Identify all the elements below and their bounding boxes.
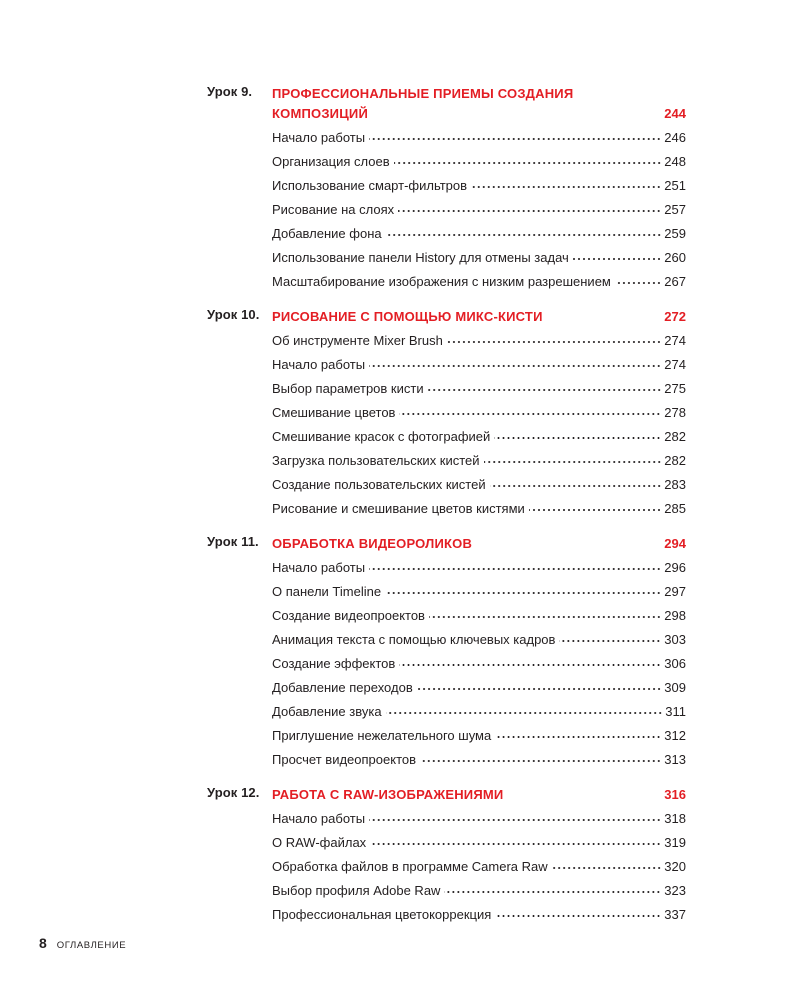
toc-entry[interactable] (272, 830, 686, 854)
toc-entry[interactable] (272, 747, 686, 771)
toc-entry[interactable] (272, 221, 686, 245)
entry-title: Масштабирование изображения с низким разрешением (272, 273, 611, 289)
entry-title: Начало работы (272, 356, 366, 372)
entry-page-number: 323 (664, 882, 686, 898)
dot-leader (370, 839, 661, 849)
entry-page-number: 297 (664, 583, 686, 599)
lesson-title[interactable]: ОБРАБОТКА ВИДЕОРОЛИКОВ (272, 536, 473, 551)
entry-title: Организация слоев (272, 153, 390, 169)
entry-title: Использование смарт-фильтров (272, 177, 468, 193)
dot-leader (369, 815, 661, 825)
toc-entry[interactable] (272, 878, 686, 902)
toc-entry[interactable] (272, 496, 686, 520)
entry-page-number: 309 (664, 679, 686, 695)
toc-entry[interactable] (272, 448, 686, 472)
entry-page-number: 260 (664, 249, 686, 265)
entry-page-number: 313 (664, 751, 686, 767)
entry-page-number: 319 (664, 834, 686, 850)
entry-page-number: 257 (664, 201, 686, 217)
entry-title: Рисование и смешивание цветов кистями (272, 500, 525, 516)
toc-entry[interactable] (272, 627, 686, 651)
toc-entry[interactable] (272, 675, 686, 699)
entry-title: Начало работы (272, 810, 366, 826)
lesson-block (0, 782, 792, 926)
toc-entry[interactable] (272, 651, 686, 675)
entry-title: Приглушение нежелательного шума (272, 727, 492, 743)
entry-page-number: 337 (664, 906, 686, 922)
dot-leader (394, 158, 662, 168)
entry-title: Начало работы (272, 559, 366, 575)
entry-page-number: 285 (664, 500, 686, 516)
dot-leader (444, 887, 661, 897)
entry-page-number: 246 (664, 129, 686, 145)
lesson-number: Урок 9. (207, 84, 253, 99)
lesson-title[interactable]: ПРОФЕССИОНАЛЬНЫЕ ПРИЕМЫ СОЗДАНИЯ КОМПОЗИЦИЙ (272, 86, 574, 121)
entry-page-number: 251 (664, 177, 686, 193)
dot-leader (484, 457, 662, 467)
lesson-block (0, 81, 792, 293)
dot-leader (495, 732, 661, 742)
dot-leader (386, 708, 663, 718)
toc-entry[interactable] (272, 173, 686, 197)
toc-entry[interactable] (272, 555, 686, 579)
toc-entry[interactable] (272, 806, 686, 830)
entry-page-number: 312 (664, 727, 686, 743)
dot-leader (615, 278, 661, 288)
lesson-number: Урок 10. (207, 307, 260, 322)
entry-title: Загрузка пользовательских кистей (272, 452, 480, 468)
toc-entry[interactable] (272, 603, 686, 627)
lesson-title[interactable]: РИСОВАНИЕ С ПОМОЩЬЮ МИКС-КИСТИ (272, 309, 543, 324)
entry-page-number: 296 (664, 559, 686, 575)
entry-title: Анимация текста с помощью ключевых кадров (272, 631, 556, 647)
toc-entry[interactable] (272, 269, 686, 293)
dot-leader (420, 756, 661, 766)
dot-leader (529, 505, 662, 515)
toc-entry[interactable] (272, 400, 686, 424)
page-footer (39, 935, 126, 951)
dot-leader (385, 588, 661, 598)
toc-entry[interactable] (272, 902, 686, 926)
dot-leader (494, 433, 661, 443)
dot-leader (369, 361, 661, 371)
toc-entry[interactable] (272, 197, 686, 221)
entry-title: Рисование на слоях (272, 201, 395, 217)
running-section-title: ОГЛАВЛЕНИЕ (56, 940, 127, 951)
lesson-page-number[interactable]: 316 (664, 787, 686, 802)
dot-leader (552, 863, 662, 873)
lesson-header (0, 531, 792, 555)
entry-title: Начало работы (272, 129, 366, 145)
entry-page-number: 320 (664, 858, 686, 874)
entry-title: О RAW-файлах (272, 834, 367, 850)
toc-entry[interactable] (272, 424, 686, 448)
dot-leader (490, 481, 662, 491)
table-of-contents (0, 81, 792, 937)
lesson-block (0, 304, 792, 520)
toc-entry[interactable] (272, 125, 686, 149)
entry-title: О панели Timeline (272, 583, 382, 599)
lesson-header (0, 782, 792, 806)
entry-page-number: 267 (664, 273, 686, 289)
entry-title: Просчет видеопроектов (272, 751, 417, 767)
toc-entry[interactable] (272, 854, 686, 878)
entry-title: Использование панели History для отмены задач (272, 249, 569, 265)
toc-entry[interactable] (272, 579, 686, 603)
lesson-page-number[interactable]: 244 (664, 106, 686, 121)
entry-page-number: 278 (664, 404, 686, 420)
dot-leader (573, 254, 662, 264)
lesson-page-number[interactable]: 294 (664, 536, 686, 551)
dot-leader (398, 206, 661, 216)
entry-page-number: 282 (664, 428, 686, 444)
entry-title: Создание видеопроектов (272, 607, 425, 623)
entry-title: Выбор профиля Adobe Raw (272, 882, 441, 898)
lesson-header (0, 304, 792, 328)
dot-leader (399, 660, 661, 670)
entry-title: Об инструменте Mixer Brush (272, 332, 443, 348)
lesson-header (0, 81, 792, 125)
entry-page-number: 248 (664, 153, 686, 169)
entry-title: Профессиональная цветокоррекция (272, 906, 492, 922)
toc-entry[interactable] (272, 245, 686, 269)
dot-leader (559, 636, 661, 646)
lesson-number: Урок 12. (207, 785, 260, 800)
dot-leader (428, 385, 662, 395)
dot-leader (447, 337, 661, 347)
toc-entry[interactable] (272, 472, 686, 496)
dot-leader (417, 684, 662, 694)
entry-page-number: 298 (664, 607, 686, 623)
toc-entry[interactable] (272, 699, 686, 723)
lesson-title[interactable]: РАБОТА С RAW-ИЗОБРАЖЕНИЯМИ (272, 787, 504, 802)
entry-title: Создание эффектов (272, 655, 396, 671)
dot-leader (369, 134, 661, 144)
entry-page-number: 303 (664, 631, 686, 647)
dot-leader (495, 911, 661, 921)
entry-title: Добавление фона (272, 225, 382, 241)
page-number: 8 (39, 935, 47, 951)
entry-title: Выбор параметров кисти (272, 380, 424, 396)
toc-entry[interactable] (272, 723, 686, 747)
toc-entry[interactable] (272, 376, 686, 400)
entry-page-number: 283 (664, 476, 686, 492)
toc-entry[interactable] (272, 352, 686, 376)
entry-page-number: 274 (664, 332, 686, 348)
dot-leader (369, 564, 661, 574)
entry-title: Создание пользовательских кистей (272, 476, 486, 492)
entry-page-number: 318 (664, 810, 686, 826)
dot-leader (399, 409, 661, 419)
toc-entry[interactable] (272, 328, 686, 352)
entry-page-number: 311 (665, 703, 686, 719)
entry-title: Добавление переходов (272, 679, 413, 695)
entry-title: Обработка файлов в программе Camera Raw (272, 858, 548, 874)
lesson-number: Урок 11. (207, 534, 259, 549)
entry-page-number: 306 (664, 655, 686, 671)
entry-title: Смешивание цветов (272, 404, 396, 420)
dot-leader (386, 230, 662, 240)
dot-leader (471, 182, 661, 192)
lesson-page-number[interactable]: 272 (664, 309, 686, 324)
entry-page-number: 259 (664, 225, 686, 241)
entry-page-number: 282 (664, 452, 686, 468)
entry-page-number: 274 (664, 356, 686, 372)
entry-title: Смешивание красок с фотографией (272, 428, 491, 444)
lesson-block (0, 531, 792, 771)
toc-entry[interactable] (272, 149, 686, 173)
entry-page-number: 275 (664, 380, 686, 396)
dot-leader (429, 612, 661, 622)
entry-title: Добавление звука (272, 703, 382, 719)
